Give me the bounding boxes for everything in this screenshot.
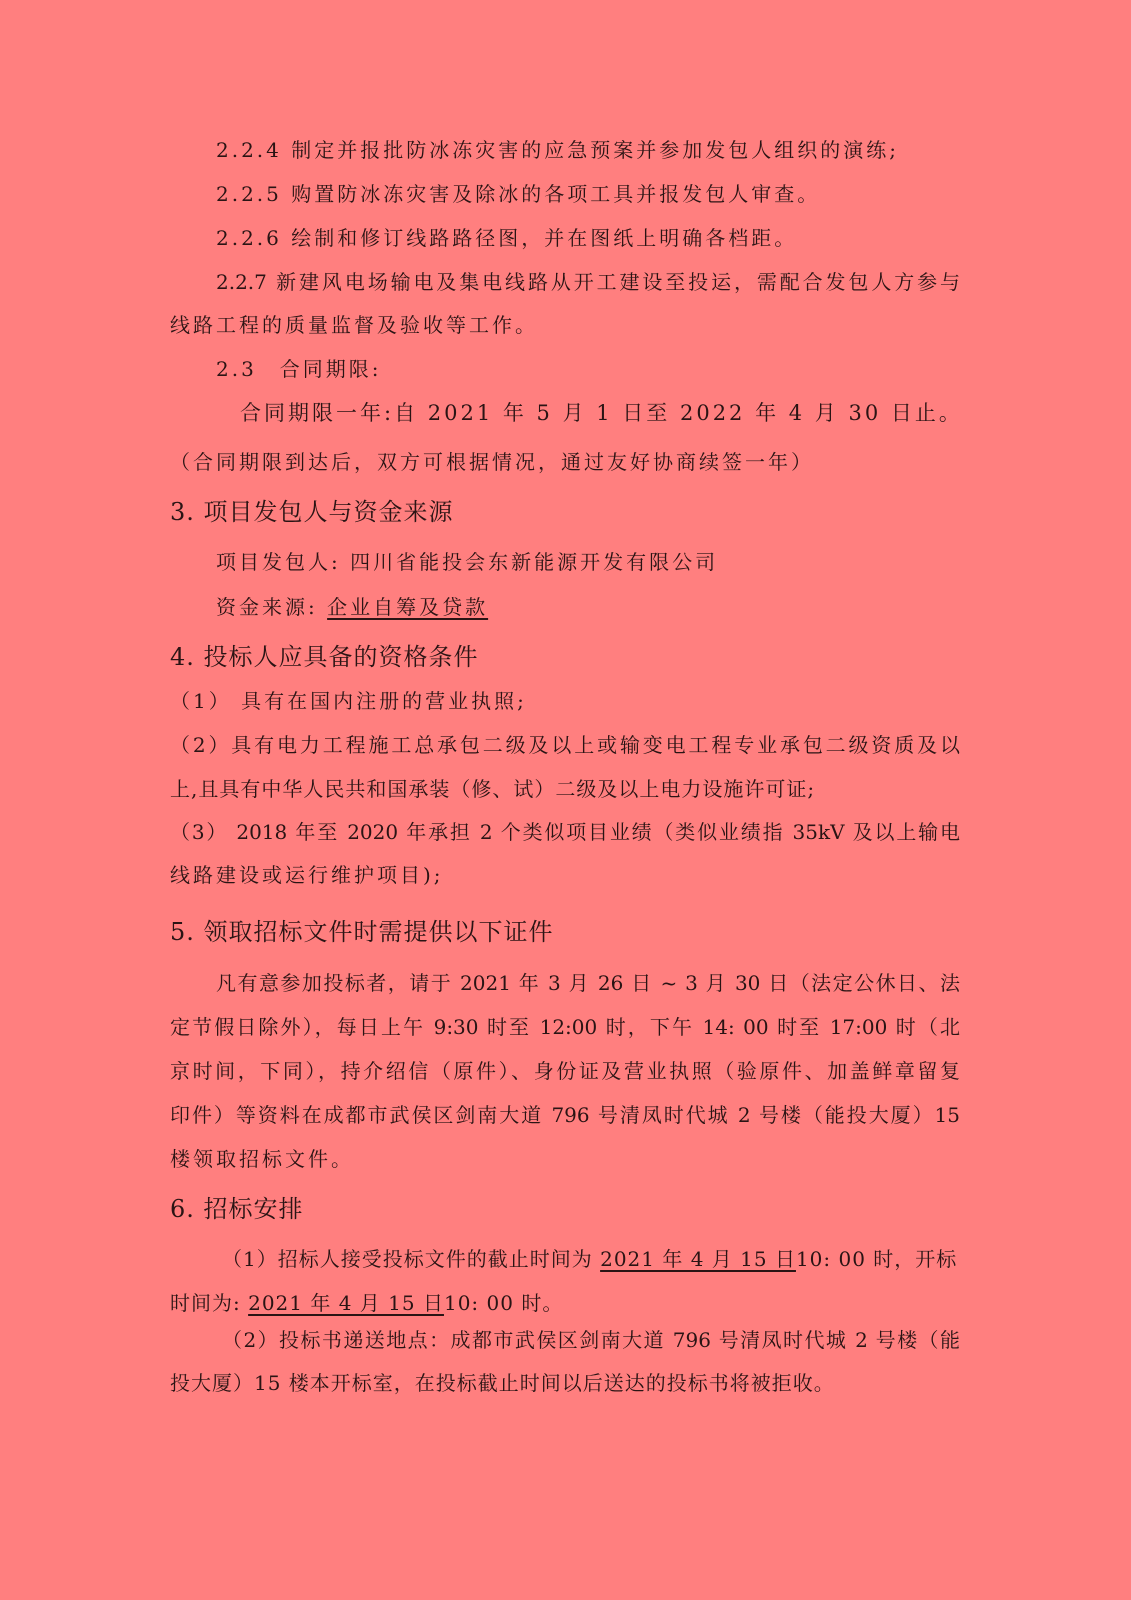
section-5-line1: 凡有意参加投标者，请于 2021 年 3 月 26 日 ~ 3 月 30 日（法定公休日、法 bbox=[216, 971, 960, 995]
arrangement-1-prefix: （1）招标人接受投标文件的截止时间为 bbox=[222, 1247, 601, 1271]
section-3-heading: 3. 项目发包人与资金来源 bbox=[170, 498, 454, 526]
clause-2-2-5: 2.2.5 购置防冰冻灾害及除冰的各项工具并报发包人审查。 bbox=[216, 182, 821, 206]
section-5-line3: 京时间，下同），持介绍信（原件）、身份证及营业执照（验原件、加盖鲜章留复 bbox=[170, 1059, 960, 1083]
section-5-line4: 印件）等资料在成都市武侯区剑南大道 796 号清凤时代城 2 号楼（能投大厦）15 bbox=[170, 1103, 960, 1127]
funding-label: 资金来源: bbox=[216, 595, 318, 619]
qualification-3-line1: （3） 2018 年至 2020 年承担 2 个类似项目业绩（类似业绩指 35kV 及以上输电 bbox=[170, 820, 960, 844]
funding-value: 企业自筹及贷款 bbox=[327, 595, 489, 619]
clause-2-2-4: 2.2.4 制定并报批防冰冻灾害的应急预案并参加发包人组织的演练; bbox=[216, 138, 899, 162]
opening-date: 2021 年 4 月 15 日 bbox=[248, 1291, 444, 1315]
funding-row bbox=[216, 594, 960, 620]
employer-row bbox=[216, 549, 960, 575]
qualification-2-line2: 上,且具有中华人民共和国承装（修、试）二级及以上电力设施许可证; bbox=[170, 777, 816, 801]
section-5-line2: 定节假日除外），每日上午 9:30 时至 12:00 时，下午 14: 00 时至 17:00 时（北 bbox=[170, 1015, 960, 1039]
section-5-heading: 5. 领取招标文件时需提供以下证件 bbox=[170, 918, 554, 946]
clause-2-2-7-line1: 2.2.7 新建风电场输电及集电线路从开工建设至投运，需配合发包人方参与 bbox=[216, 270, 960, 294]
arrangement-1-suffix: 10: 00 时，开标 bbox=[795, 1247, 958, 1271]
contract-term: 合同期限一年:自 2021 年 5 月 1 日至 2022 年 4 月 30 日止。 bbox=[240, 401, 963, 425]
qualification-3-line2: 线路建设或运行维护项目); bbox=[170, 863, 444, 887]
contract-renewal-note: （合同期限到达后，双方可根据情况，通过友好协商续签一年） bbox=[170, 450, 814, 474]
clause-2-3-title: 2.3 合同期限: bbox=[216, 357, 382, 381]
opening-time: 10: 00 时。 bbox=[443, 1291, 564, 1315]
section-5-line5: 楼领取招标文件。 bbox=[170, 1147, 354, 1171]
deadline-date: 2021 年 4 月 15 日 bbox=[600, 1247, 796, 1271]
section-4-heading: 4. 投标人应具备的资格条件 bbox=[170, 643, 479, 671]
employer-label: 项目发包人: bbox=[216, 550, 341, 574]
arrangement-1-line1 bbox=[222, 1246, 960, 1272]
qualification-1: （1） 具有在国内注册的营业执照; bbox=[170, 689, 527, 713]
clause-2-2-6: 2.2.6 绘制和修订线路路径图，并在图纸上明确各档距。 bbox=[216, 226, 798, 250]
section-6-heading: 6. 招标安排 bbox=[170, 1195, 304, 1223]
employer-value: 四川省能投会东新能源开发有限公司 bbox=[350, 550, 719, 574]
qualification-2-line1: （2）具有电力工程施工总承包二级及以上或输变电工程专业承包二级资质及以 bbox=[170, 733, 960, 757]
opening-label: 时间为: bbox=[170, 1291, 249, 1315]
arrangement-2-line2: 投大厦）15 楼本开标室，在投标截止时间以后送达的投标书将被拒收。 bbox=[170, 1371, 835, 1395]
arrangement-2-line1: （2）投标书递送地点：成都市武侯区剑南大道 796 号清凤时代城 2 号楼（能 bbox=[222, 1328, 960, 1352]
clause-2-2-7-line2: 线路工程的质量监督及验收等工作。 bbox=[170, 313, 538, 337]
arrangement-1-line2 bbox=[170, 1290, 960, 1316]
